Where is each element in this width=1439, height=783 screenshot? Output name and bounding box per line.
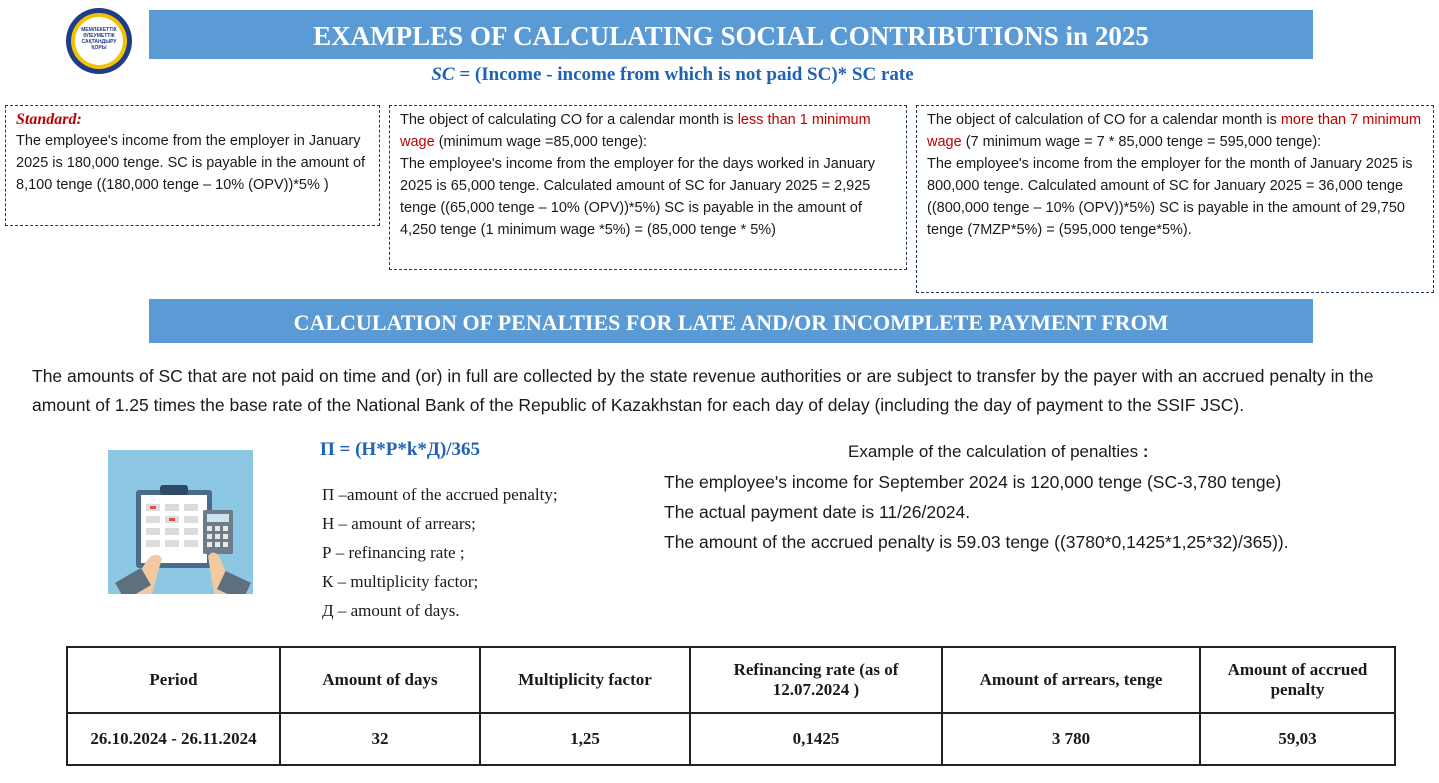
less-intro: The object of calculating CO for a calendar month is less than 1 minimum wage (minimum wage =85,000 tenge): <box>400 112 871 150</box>
example-box-less-than-min-wage <box>389 105 907 270</box>
logo-text-line: МЕМЛЕКЕТТІК <box>81 27 117 33</box>
example-box-standard <box>5 105 380 226</box>
clipboard-calculator-icon <box>108 450 253 594</box>
example-box-more-than-7-min-wage <box>916 105 1434 293</box>
legend-item: Д – amount of days. <box>322 601 460 620</box>
more-text: The employee's income from the employer for the month of January 2025 is 800,000 tenge. Calculated amount of SC for January 2025 = 36,000 tenge ((800,000 tenge – 10% (OPV))*5%) SC is payable in the amount of 29,750 tenge (7MZP*5%) = (595,000 tenge*5%). <box>927 156 1413 238</box>
calculator-illustration <box>108 450 253 594</box>
legend-item: П –amount of the accrued penalty; <box>322 485 558 504</box>
logo-text-line: САҚТАНДЫРУ <box>81 39 117 45</box>
logo-text-line: ӘЛЕУМЕТТІК <box>83 33 115 39</box>
penalty-table <box>66 646 1396 766</box>
example-line: The amount of the accrued penalty is 59.03 tenge ((3780*0,1425*1,25*32)/365)). <box>664 532 1289 552</box>
table-header-cell: Amount of days <box>280 647 480 713</box>
penalty-example <box>664 467 1434 557</box>
table-header-cell: Refinancing rate (as of 12.07.2024 ) <box>690 647 942 713</box>
table-cell: 1,25 <box>480 713 690 765</box>
page-title: EXAMPLES OF CALCULATING SOCIAL CONTRIBUTIONS in 2025 <box>313 21 1149 51</box>
table-header-cell: Period <box>67 647 280 713</box>
penalties-paragraph: The amounts of SC that are not paid on time and (or) in full are collected by the state revenue authorities or are subject to transfer by the payer with an accrued penalty in the amount of 1.25 times the base rate of the National Bank of the Republic of Kazakhstan for each day of delay (including the day of payment to the SSIF JSC). <box>32 366 1374 415</box>
formula-legend <box>322 480 652 625</box>
less-text: The employee's income from the employer for the days worked in January 2025 is 65,000 tenge. Calculated amount of SC for January 2025 = 2,925 tenge ((65,000 tenge – 10% (OPV))*5%) SC is payable in the amount of 4,250 tenge (1 minimum wage *5%) = (85,000 tenge * 5%) <box>400 156 876 238</box>
penalties-title: CALCULATION OF PENALTIES FOR LATE AND/OR INCOMPLETE PAYMENT FROM <box>293 310 1169 335</box>
legend-item: К – multiplicity factor; <box>322 572 479 591</box>
table-header-cell: Amount of accrued penalty <box>1200 647 1395 713</box>
table-header-cell: Amount of arrears, tenge <box>942 647 1200 713</box>
table-cell: 26.10.2024 - 26.11.2024 <box>67 713 280 765</box>
logo-text-line: ҚОРЫ <box>91 45 107 51</box>
table-cell: 0,1425 <box>690 713 942 765</box>
table-cell: 32 <box>280 713 480 765</box>
example-line: The actual payment date is 11/26/2024. <box>664 502 971 522</box>
table-header-row <box>67 647 1395 713</box>
legend-item: Р – refinancing rate ; <box>322 543 465 562</box>
table-cell: 3 780 <box>942 713 1200 765</box>
more-intro: The object of calculation of CO for a calendar month is more than 7 minimum wage (7 minimum wage = 7 * 85,000 tenge = 595,000 tenge): <box>927 112 1422 150</box>
standard-label: Standard: <box>16 111 82 128</box>
table-header-cell: Multiplicity factor <box>480 647 690 713</box>
example-line: The employee's income for September 2024 is 120,000 tenge (SC-3,780 tenge) <box>664 472 1282 492</box>
penalty-example-title: Example of the calculation of penalties : <box>848 442 1149 461</box>
penalties-title-banner <box>149 299 1313 343</box>
standard-text: The employee's income from the employer in January 2025 is 180,000 tenge. SC is payable in the amount of 8,100 tenge ((180,000 tenge – 10% (OPV))*5% ) <box>16 133 366 193</box>
page-title-banner <box>149 10 1313 59</box>
table-row <box>67 713 1395 765</box>
table-cell: 59,03 <box>1200 713 1395 765</box>
penalty-formula: П = (Н*Р*k*Д)/365 <box>320 439 481 460</box>
sc-formula: SC = (Income - income from which is not paid SC)* SC rate <box>431 64 914 85</box>
legend-item: Н – amount of arrears; <box>322 514 476 533</box>
